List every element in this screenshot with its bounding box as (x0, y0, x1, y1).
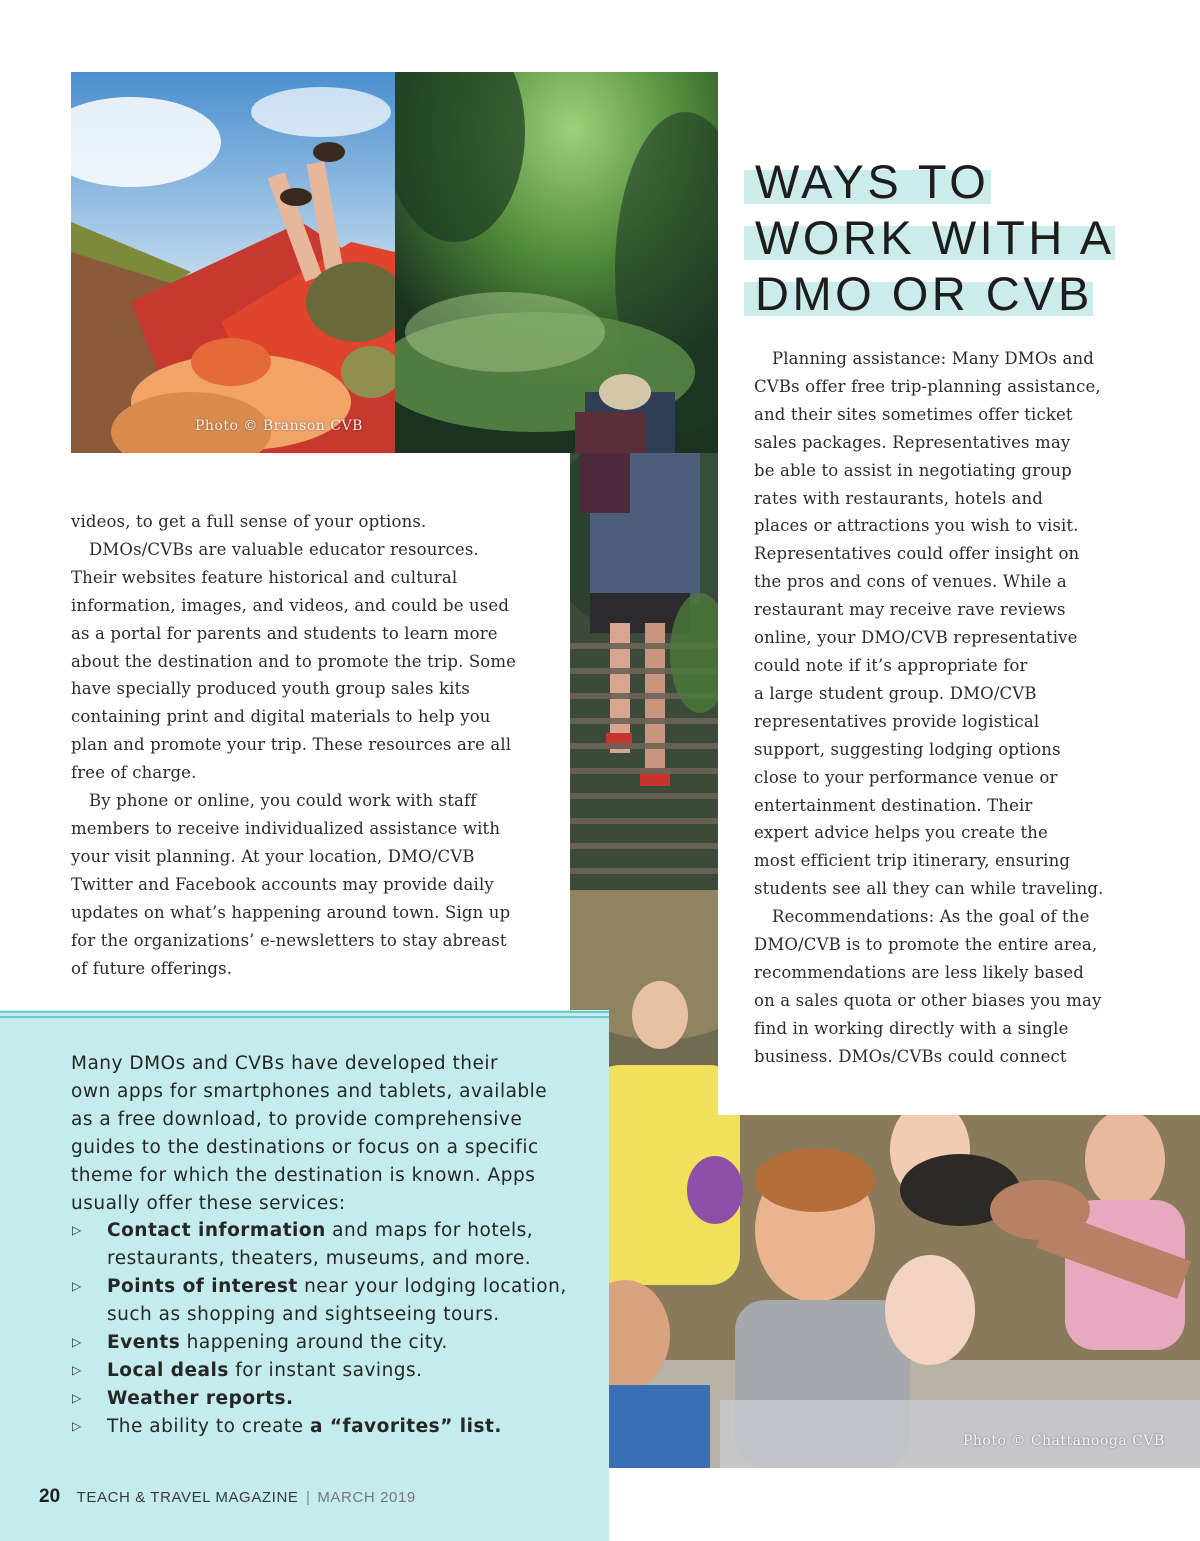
list-item (71, 1357, 567, 1385)
headline-line-1: WAYS TO (755, 155, 990, 208)
photo-credit-chattanooga: Photo © Chattanooga CVB (963, 1433, 1165, 1449)
text-line: rates with restaurants, hotels and (754, 488, 1043, 508)
text-line: on a sales quota or other biases you may (754, 990, 1102, 1010)
list-item (71, 1413, 567, 1441)
item-text: such as shopping and sightseeing tours. (107, 1304, 500, 1326)
text-line: support, suggesting lodging options (754, 739, 1061, 759)
text-line: close to your performance venue or (754, 767, 1058, 787)
text-line: entertainment destination. Their (754, 795, 1033, 815)
item-text: happening around the city. (180, 1332, 448, 1354)
sidebar-text (71, 1050, 567, 1441)
text-line: expert advice helps you create the (754, 823, 1048, 843)
text-line: information, images, and videos, and could be used (71, 595, 510, 615)
item-bold: Points of interest (107, 1276, 298, 1298)
text-line: sales packages. Representatives may (754, 432, 1071, 452)
item-text: The ability to create (107, 1415, 310, 1437)
photo-credit-branson: Photo © Branson CVB (195, 418, 363, 434)
sidebar-rule (0, 1016, 609, 1018)
text-line: a large student group. DMO/CVB (754, 683, 1037, 703)
text-line: By phone or online, you could work with staff (89, 791, 477, 811)
item-bold: Contact information (107, 1220, 326, 1242)
text-line: places or attractions you wish to visit. (754, 516, 1079, 536)
item-text: restaurants, theaters, museums, and more. (107, 1248, 532, 1270)
text-line: have specially produced youth group sales kits (71, 679, 470, 699)
text-line: Recommendations: As the goal of the (772, 907, 1090, 927)
triangle-bullet-icon: ▷ (72, 1362, 82, 1377)
triangle-bullet-icon: ▷ (72, 1279, 82, 1294)
text-line: Representatives could offer insight on (754, 544, 1080, 564)
text-line: updates on what’s happening around town. Sign up (71, 902, 511, 922)
footer-separator: | (305, 1489, 310, 1506)
text-line: about the destination and to promote the trip. Some (71, 651, 517, 671)
item-text: near your lodging location, (297, 1276, 567, 1298)
item-bold: Local deals (107, 1359, 229, 1381)
text-line: business. DMOs/CVBs could connect (754, 1046, 1067, 1066)
text-line: DMO/CVB is to promote the entire area, (754, 935, 1098, 955)
text-line: as a portal for parents and students to learn more (71, 623, 498, 643)
list-item (71, 1385, 567, 1413)
triangle-bullet-icon: ▷ (72, 1335, 82, 1350)
roller-coaster-photo (71, 72, 395, 453)
forest-hiker-photo (395, 72, 718, 453)
text-line: could note if it’s appropriate for (754, 655, 1028, 675)
item-bold: a “favorites” list. (309, 1415, 502, 1437)
magazine-title: TEACH & TRAVEL MAGAZINE (76, 1489, 299, 1506)
text-line: Planning assistance: Many DMOs and (772, 349, 1095, 368)
text-line: containing print and digital materials to help you (71, 707, 491, 727)
text-line: CVBs offer free trip-planning assistance, (754, 376, 1101, 396)
sidebar-intro-line: usually offer these services: (71, 1192, 346, 1214)
text-line: videos, to get a full sense of your options. (71, 512, 427, 531)
sidebar-intro-line: Many DMOs and CVBs have developed their (71, 1053, 499, 1074)
headline-line-3: DMO OR CVB (755, 267, 1093, 320)
text-line: members to receive individualized assistance with (71, 818, 501, 838)
text-line: representatives provide logistical (754, 711, 1040, 731)
sidebar-intro-line: guides to the destinations or focus on a specific (71, 1136, 539, 1158)
text-line: and their sites sometimes offer ticket (754, 404, 1073, 424)
services-list (71, 1217, 567, 1440)
text-line: for the organizations’ e-newsletters to stay abreast (71, 930, 507, 950)
sidebar-rule (0, 1011, 609, 1013)
item-text: and maps for hotels, (325, 1220, 534, 1242)
text-line: of future offerings. (71, 958, 233, 978)
list-item (71, 1273, 567, 1329)
item-bold: Events (107, 1332, 181, 1354)
triangle-bullet-icon: ▷ (72, 1390, 82, 1405)
text-line: online, your DMO/CVB representative (754, 628, 1078, 648)
headline-line-2: WORK WITH A (755, 211, 1115, 264)
item-text: for instant savings. (228, 1359, 423, 1381)
text-line: be able to assist in negotiating group (754, 460, 1072, 480)
page-number: 20 (39, 1486, 61, 1507)
left-column-text (71, 508, 516, 982)
text-line: recommendations are less likely based (754, 962, 1084, 982)
text-line: plan and promote your trip. These resources are all (71, 735, 512, 755)
text-line: Their websites feature historical and cultural (71, 567, 458, 587)
issue-date: MARCH 2019 (317, 1489, 416, 1506)
text-line: most efficient trip itinerary, ensuring (754, 851, 1071, 871)
text-line: restaurant may receive rave reviews (754, 600, 1066, 620)
triangle-bullet-icon: ▷ (72, 1418, 82, 1433)
triangle-bullet-icon: ▷ (72, 1223, 82, 1238)
stairs-hiker-photo (570, 453, 718, 890)
text-line: Twitter and Facebook accounts may provide daily (71, 874, 494, 894)
item-bold: Weather reports. (107, 1387, 294, 1409)
list-item (71, 1217, 567, 1273)
sidebar-intro-line: theme for which the destination is known. Apps (71, 1164, 536, 1186)
list-item (71, 1329, 567, 1357)
text-line: find in working directly with a single (754, 1018, 1069, 1038)
sidebar-intro-line: as a free download, to provide comprehensive (71, 1108, 523, 1130)
page-footer (39, 1486, 416, 1508)
text-line: your visit planning. At your location, DMO/CVB (71, 846, 475, 866)
sidebar-intro-line: own apps for smartphones and tablets, available (71, 1080, 548, 1102)
right-column-text (754, 345, 1103, 1071)
text-line: DMOs/CVBs are valuable educator resources. (89, 539, 479, 559)
text-line: the pros and cons of venues. While a (754, 572, 1067, 592)
text-line: free of charge. (71, 763, 197, 783)
text-line: students see all they can while traveling. (754, 879, 1104, 899)
